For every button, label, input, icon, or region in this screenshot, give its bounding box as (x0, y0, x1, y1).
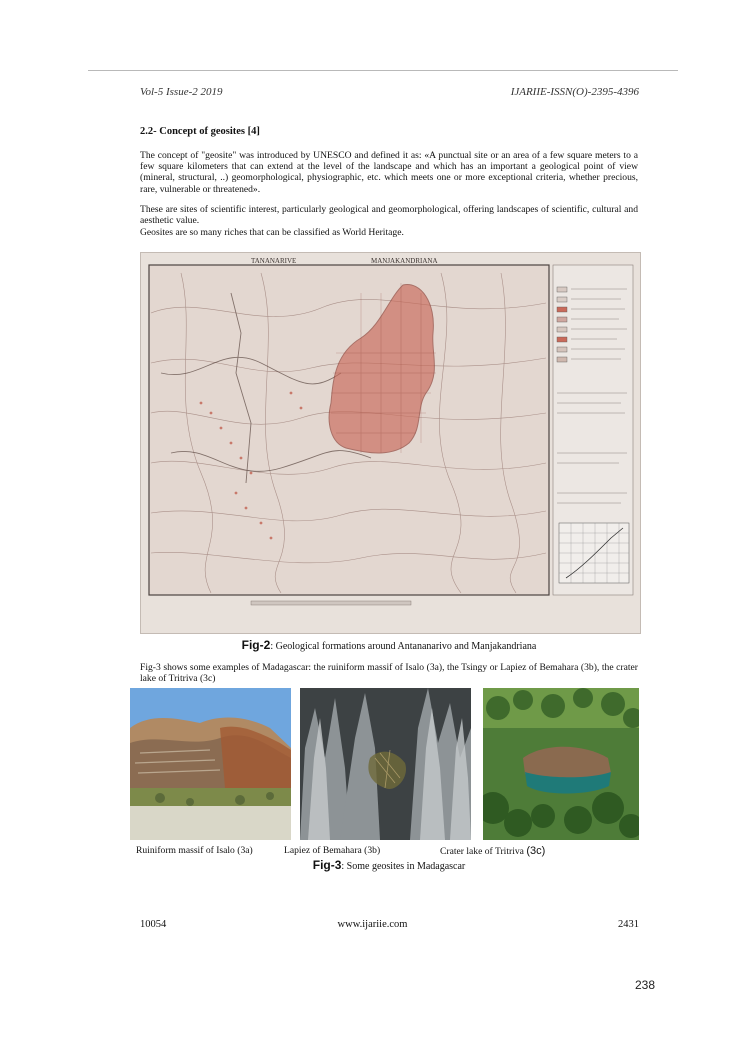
photo-tsingy-bemahara (300, 688, 471, 840)
figure-2-caption (140, 638, 638, 652)
paragraph-geosite-definition: The concept of "geosite" was introduced by UNESCO and defined it as: «A punctual site or an area of a few square meters to a few square kilometers that can extend at the level of the landscape and which has an important a geological point of view (mineral, structural, ..) geomorphological, physiographic, etc. which meets one or more exceptional criteria, whether precious, rare, vulnerable or threatened». (140, 150, 638, 195)
map-label-tananarive: TANANARIVE (251, 257, 297, 265)
photo-caption-bemahara: Lapiez of Bemahara (3b) (284, 845, 381, 856)
page-number: 238 (634, 978, 655, 992)
paragraph-fig3-intro: Fig-3 shows some examples of Madagascar: the ruiniform massif of Isalo (3a), the Tsingy or Lapiez of Bemahara (3b), the crater lake of Tritriva (3c) (140, 662, 638, 685)
photo-caption-tritriva-text: Crater lake of Tritriva (440, 846, 527, 857)
photo-isalo (130, 688, 291, 840)
figure-2-label: Fig-2 (241, 638, 271, 652)
footer-paper-id: 10054 (140, 919, 167, 930)
figure-3-caption (140, 858, 638, 872)
paragraph-world-heritage: Geosites are so many riches that can be classified as World Heritage. (140, 227, 404, 238)
map-label-manjakandriana: MANJAKANDRIANA (371, 257, 438, 265)
figure-2-text: : Geological formations around Antananarivo and Manjakandriana (270, 641, 537, 652)
footer-journal-page: 2431 (618, 919, 639, 930)
header-rule (88, 70, 678, 71)
section-title: 2.2- Concept of geosites [4] (140, 126, 260, 137)
journal-issn: IJARIIE-ISSN(O)-2395-4396 (510, 86, 639, 98)
photo-caption-isalo: Ruiniform massif of Isalo (3a) (136, 845, 253, 856)
journal-volume: Vol-5 Issue-2 2019 (140, 86, 223, 98)
figure-3-text: : Some geosites in Madagascar (341, 861, 466, 872)
map-legend (553, 265, 633, 595)
photo-caption-tritriva-id: (3c) (526, 845, 546, 857)
footer-website-link[interactable]: www.ijariie.com (337, 919, 408, 930)
photo-tritriva-lake (483, 688, 639, 840)
figure-3-label: Fig-3 (312, 858, 342, 872)
photo-caption-tritriva (440, 845, 545, 857)
geological-map (140, 252, 641, 634)
paragraph-scientific-interest: These are sites of scientific interest, particularly geological and geomorphological, offering landscapes of scientific, cultural and aesthetic value. (140, 204, 638, 227)
